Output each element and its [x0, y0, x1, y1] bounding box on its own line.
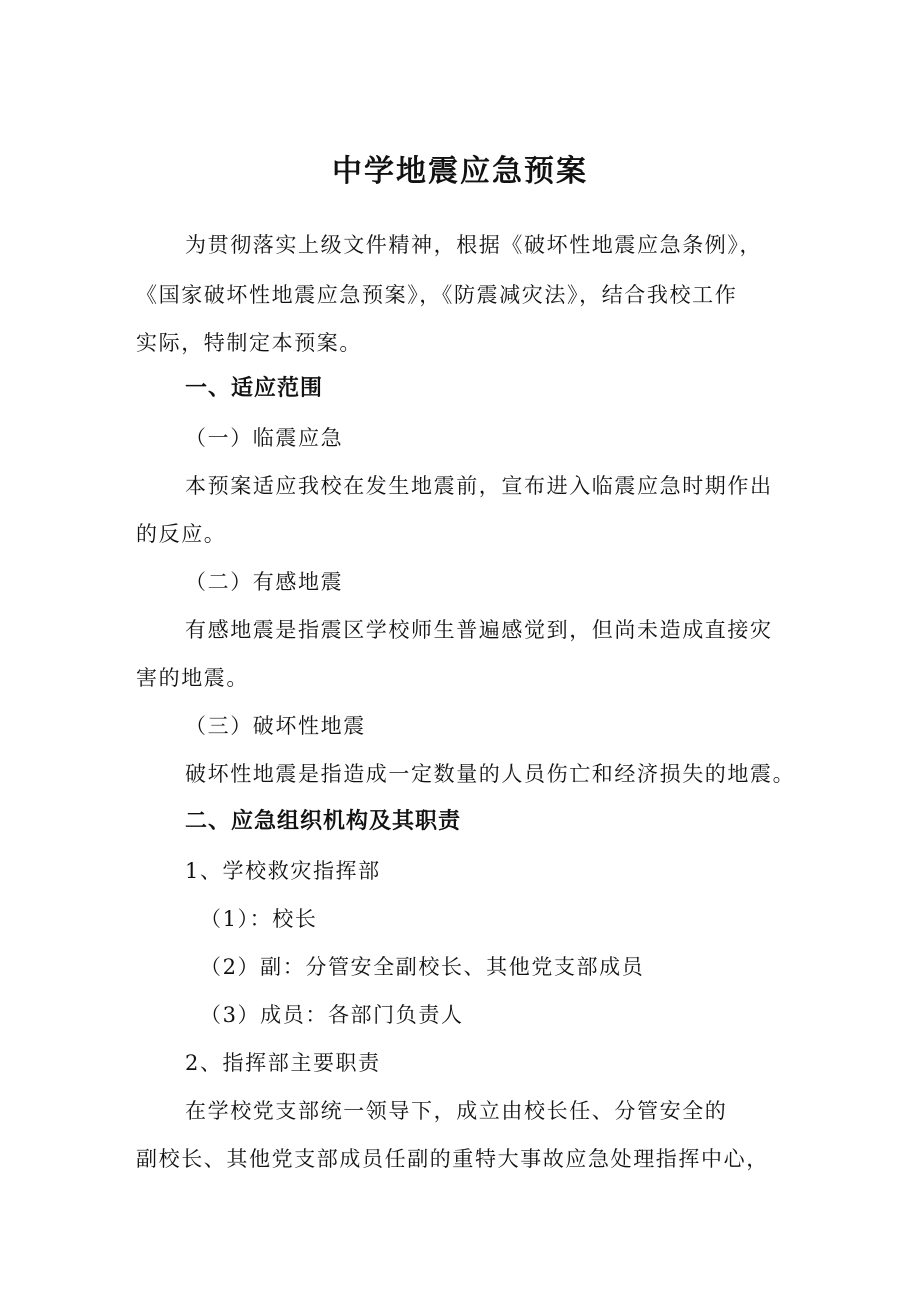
paragraph-line: 本预案适应我校在发生地震前，宣布进入临震应急时期作出	[185, 474, 773, 498]
member-line: （3）成员：各部门负责人	[200, 1003, 464, 1027]
intro-line-2: 《国家破坏性地震应急预案》，《防震减灾法》，结合我校工作	[136, 283, 738, 307]
member-line: （1）：校长	[200, 907, 318, 931]
intro-line-3: 实际，特制定本预案。	[136, 331, 362, 355]
subsection-2-title: （二）有感地震	[185, 570, 344, 594]
paragraph-line: 有感地震是指震区学校师生普遍感觉到，但尚未造成直接灾	[185, 618, 773, 642]
paragraph-line: 在学校党支部统一领导下，成立由校长任、分管安全的	[185, 1099, 728, 1123]
item-2-title: 2、指挥部主要职责	[185, 1051, 381, 1075]
subsection-1-title: （一）临震应急	[185, 426, 344, 450]
subsection-3-title: （三）破坏性地震	[185, 714, 366, 738]
document-title: 中学地震应急预案	[332, 154, 588, 189]
section-2-heading: 二、应急组织机构及其职责	[185, 809, 462, 834]
paragraph-line: 的反应。	[136, 522, 227, 546]
paragraph-line: 破坏性地震是指造成一定数量的人员伤亡和经济损失的地震。	[185, 762, 796, 786]
paragraph-line: 害的地震。	[136, 666, 249, 690]
member-line: （2）副：分管安全副校长、其他党支部成员	[200, 955, 645, 979]
intro-line-1: 为贯彻落实上级文件精神，根据《破坏性地震应急条例》，	[185, 233, 763, 257]
paragraph-line: 副校长、其他党支部成员任副的重特大事故应急处理指挥中心，	[136, 1147, 769, 1171]
section-1-heading: 一、适应范围	[185, 376, 324, 401]
item-1-title: 1、学校救灾指挥部	[185, 859, 381, 883]
